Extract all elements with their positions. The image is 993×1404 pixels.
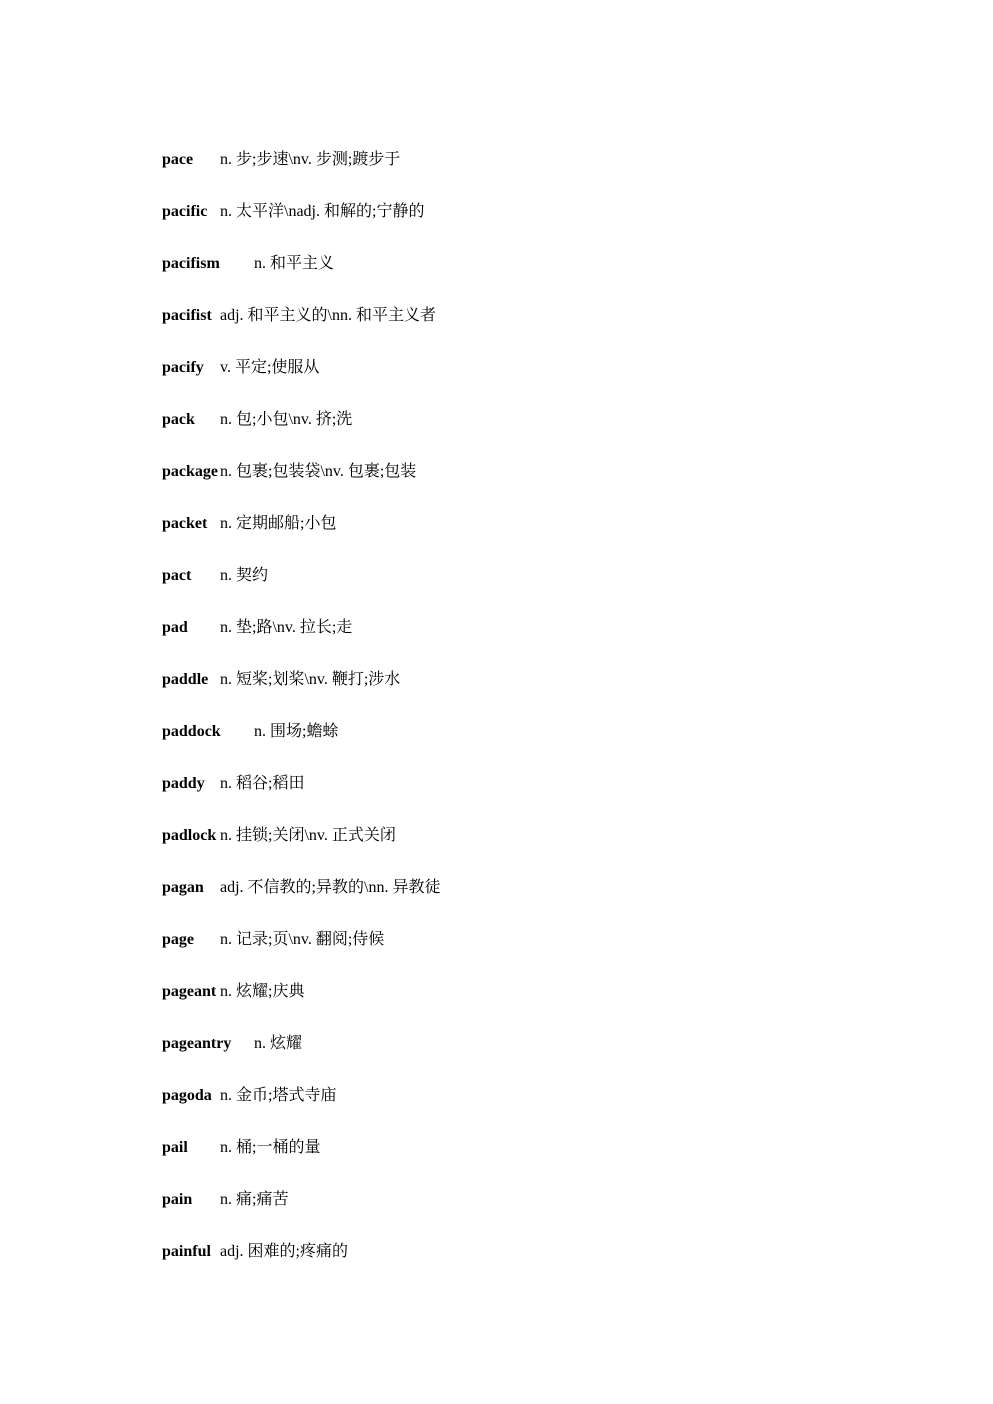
entry-word: pace [162, 151, 194, 168]
entry-definition: n. 契约 [220, 567, 269, 584]
entry-definition: n. 挂锁;关闭\nv. 正式关闭 [220, 827, 396, 844]
entry-word: paddle [162, 671, 209, 688]
vocab-entry [162, 978, 862, 1030]
entry-word: padlock [162, 827, 217, 844]
entry-definition: n. 炫耀 [254, 1035, 303, 1052]
entry-definition: n. 太平洋\nadj. 和解的;宁静的 [220, 203, 425, 220]
entry-word: packet [162, 515, 208, 532]
vocab-entry [162, 354, 862, 406]
entry-definition: n. 包裹;包装袋\nv. 包裹;包装 [220, 463, 417, 480]
entry-definition: adj. 困难的;疼痛的 [220, 1243, 348, 1260]
vocab-entry [162, 146, 862, 198]
entry-word: page [162, 931, 194, 948]
entry-word: pagan [162, 879, 204, 896]
entry-word: pact [162, 567, 192, 584]
entry-definition: n. 围场;蟾蜍 [254, 723, 339, 740]
entry-word: pageant [162, 983, 217, 1000]
entry-word: pad [162, 619, 188, 636]
entry-word: pain [162, 1191, 193, 1208]
entry-definition: n. 和平主义 [254, 255, 335, 272]
entry-definition: n. 定期邮船;小包 [220, 515, 337, 532]
entry-definition: n. 痛;痛苦 [220, 1191, 289, 1208]
vocab-entry [162, 1030, 862, 1082]
entry-word: pagoda [162, 1087, 212, 1104]
entry-word: pack [162, 411, 195, 428]
vocab-entry [162, 926, 862, 978]
entry-word: painful [162, 1243, 211, 1260]
entry-definition: n. 炫耀;庆典 [220, 983, 305, 1000]
vocab-entry [162, 1186, 862, 1238]
vocab-entry [162, 458, 862, 510]
entry-word: pacifism [162, 255, 220, 272]
entry-word: paddy [162, 775, 205, 792]
entry-definition: n. 包;小包\nv. 挤;洗 [220, 411, 353, 428]
entry-definition: v. 平定;使服从 [220, 359, 320, 376]
vocab-entry [162, 302, 862, 354]
vocab-entry [162, 614, 862, 666]
vocab-entry [162, 198, 862, 250]
entry-word: pail [162, 1139, 188, 1156]
entry-word: pacifist [162, 307, 212, 324]
vocab-entry [162, 250, 862, 302]
entry-word: pacific [162, 203, 208, 220]
entry-word: pageantry [162, 1035, 232, 1052]
entry-definition: n. 短桨;划桨\nv. 鞭打;涉水 [220, 671, 401, 688]
vocab-entry [162, 822, 862, 874]
vocab-entry [162, 1082, 862, 1134]
entry-word: pacify [162, 359, 204, 376]
entry-definition: adj. 不信教的;异教的\nn. 异教徒 [220, 879, 441, 896]
entry-definition: n. 步;步速\nv. 步测;踱步于 [220, 151, 401, 168]
vocab-entry [162, 1134, 862, 1186]
vocab-entry [162, 406, 862, 458]
vocabulary-list [162, 146, 862, 1290]
vocab-entry [162, 562, 862, 614]
entry-definition: n. 稻谷;稻田 [220, 775, 305, 792]
vocab-entry [162, 874, 862, 926]
entry-definition: adj. 和平主义的\nn. 和平主义者 [220, 307, 436, 324]
vocab-entry [162, 718, 862, 770]
entry-definition: n. 垫;路\nv. 拉长;走 [220, 619, 353, 636]
entry-definition: n. 金币;塔式寺庙 [220, 1087, 337, 1104]
entry-word: paddock [162, 723, 221, 740]
vocab-entry [162, 770, 862, 822]
entry-word: package [162, 463, 218, 480]
entry-definition: n. 桶;一桶的量 [220, 1139, 321, 1156]
vocab-entry [162, 510, 862, 562]
vocab-entry [162, 666, 862, 718]
entry-definition: n. 记录;页\nv. 翻阅;侍候 [220, 931, 385, 948]
vocab-entry [162, 1238, 862, 1290]
